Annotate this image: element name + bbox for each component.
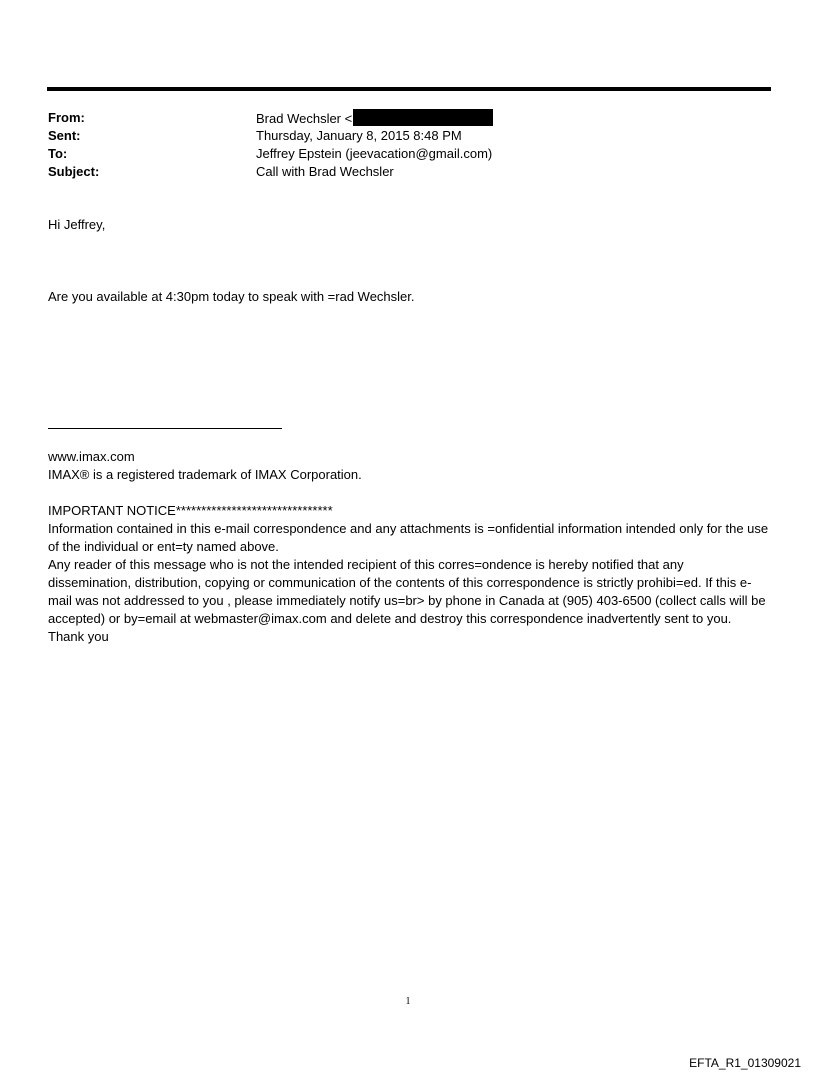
website-link: www.imax.com xyxy=(48,449,135,464)
email-footer xyxy=(48,448,770,646)
page-number: 1 xyxy=(405,996,411,1007)
from-label: From: xyxy=(48,110,85,125)
notice-paragraph-2: Any reader of this message who is not the intended recipient of this corres=ondence is hereby notified that any dissemination, distribution, copying or communication of the contents of this correspondence is strictly prohibi=ed. If this e-mail was not addressed to you , please immediately notify us=br> by phone in Canada at (905) 403-6500 (collect calls will be accepted) or by=email at webmaster@imax.com and delete and destroy this correspondence inadvertently sent to you. Thank you xyxy=(48,557,766,644)
redaction-box xyxy=(353,109,493,126)
sent-value: Thursday, January 8, 2015 8:48 PM xyxy=(256,128,462,143)
signature-divider xyxy=(48,428,282,429)
footer-spacer xyxy=(48,484,770,502)
notice-paragraph-1: Information contained in this e-mail correspondence and any attachments is =onfidential information intended only for the use of the individual or ent=ty named above. xyxy=(48,521,769,554)
notice-title: IMPORTANT NOTICE******************************* xyxy=(48,503,333,518)
from-value xyxy=(256,109,493,128)
top-rule xyxy=(47,87,771,91)
document-id: EFTA_R1_01309021 xyxy=(689,1056,801,1070)
subject-value: Call with Brad Wechsler xyxy=(256,164,394,179)
trademark-text: IMAX® is a registered trademark of IMAX Corporation. xyxy=(48,467,362,482)
message-body: Are you available at 4:30pm today to speak with =rad Wechsler. xyxy=(48,289,415,304)
subject-label: Subject: xyxy=(48,164,100,179)
to-value: Jeffrey Epstein (jeevacation@gmail.com) xyxy=(256,146,493,161)
greeting: Hi Jeffrey, xyxy=(48,217,106,232)
sender-name: Brad Wechsler < xyxy=(256,111,353,126)
to-label: To: xyxy=(48,146,68,161)
sent-label: Sent: xyxy=(48,128,81,143)
